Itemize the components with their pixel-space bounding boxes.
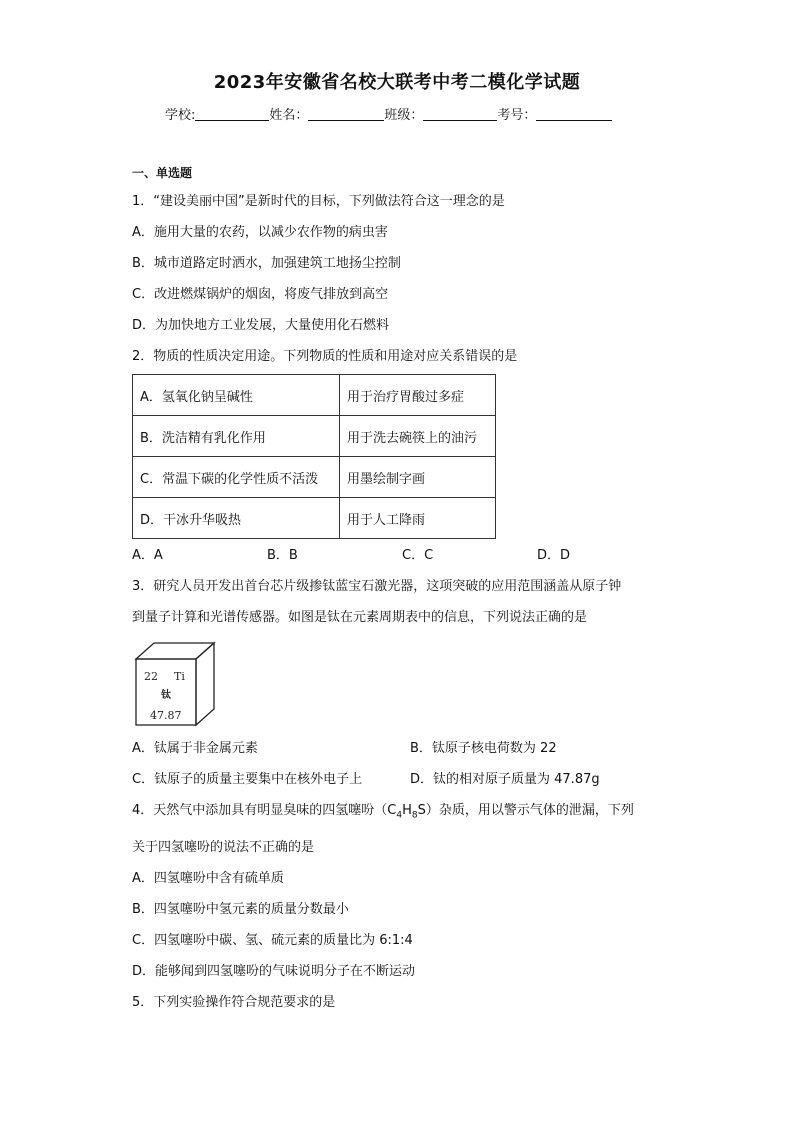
formula-element: H bbox=[402, 803, 412, 818]
name-blank[interactable] bbox=[308, 107, 384, 121]
question-3-option-b: B．钛原子核电荷数为 22 bbox=[410, 741, 557, 756]
question-4-stem-part: S）杂质，用以警示气体的泄漏，下列 bbox=[417, 803, 634, 818]
table-row bbox=[133, 416, 496, 457]
name-label: 姓名： bbox=[269, 108, 309, 123]
question-3-options-row-1 bbox=[132, 733, 672, 764]
question-1 bbox=[132, 186, 672, 341]
question-1-option-c: C．改进燃煤锅炉的烟囱，将废气排放到高空 bbox=[132, 287, 389, 302]
question-3-option-d: D．钛的相对原子质量为 47.87g bbox=[410, 772, 600, 787]
question-4-stem-line-2: 关于四氢噻吩的说法不正确的是 bbox=[132, 839, 315, 855]
question-1-stem: 1．“建设美丽中国”是新时代的目标，下列做法符合这一理念的是 bbox=[132, 194, 505, 209]
table-row bbox=[133, 375, 496, 416]
question-2-options bbox=[132, 541, 672, 571]
question-2-option-a: A．A bbox=[132, 548, 163, 563]
question-4-stem-part: 4．天然气中添加具有明显臭味的四氢噻吩（C bbox=[132, 803, 397, 818]
question-2-option-c: C．C bbox=[402, 548, 434, 563]
table-row bbox=[133, 498, 496, 539]
page-title: 2023年安徽省名校大联考中考二模化学试题 bbox=[213, 72, 581, 93]
number-blank[interactable] bbox=[536, 107, 612, 121]
question-1-option-d: D．为加快地方工业发展，大量使用化石燃料 bbox=[132, 318, 390, 333]
question-2 bbox=[132, 341, 672, 571]
question-1-option-b: B．城市道路定时洒水，加强建筑工地扬尘控制 bbox=[132, 256, 401, 271]
formula-subscript: 8 bbox=[411, 810, 418, 821]
question-4-stem-line-1 bbox=[132, 795, 672, 832]
question-2-table bbox=[132, 374, 496, 539]
cube-side-face bbox=[196, 643, 214, 725]
question-3-options-row-2 bbox=[132, 764, 672, 795]
student-info-line bbox=[165, 104, 645, 123]
table-cell: B．洗洁精有乳化作用 bbox=[133, 416, 340, 457]
question-4 bbox=[132, 795, 672, 987]
class-label: 班级： bbox=[384, 108, 424, 123]
question-4-option-b: B．四氢噻吩中氢元素的质量分数最小 bbox=[132, 901, 349, 917]
question-3-stem-line-2: 到量子计算和光谱传感器。如图是钛在元素周期表中的信息，下列说法正确的是 bbox=[132, 610, 588, 625]
school-blank[interactable] bbox=[195, 107, 269, 121]
question-3-stem-line-1: 3．研究人员开发出首台芯片级掺钛蓝宝石激光器，这项突破的应用范围涵盖从原子钟 bbox=[132, 579, 622, 594]
table-cell: 用于洗去碗筷上的油污 bbox=[340, 416, 496, 457]
table-row bbox=[133, 457, 496, 498]
question-3-option-a: A．钛属于非金属元素 bbox=[132, 741, 258, 756]
question-1-option-a: A．施用大量的农药，以减少农作物的病虫害 bbox=[132, 225, 388, 240]
table-cell: 用墨绘制字画 bbox=[340, 457, 496, 498]
question-2-option-d: D．D bbox=[537, 548, 571, 563]
number-label: 考号： bbox=[497, 108, 537, 123]
table-cell: A．氢氧化钠呈碱性 bbox=[133, 375, 340, 416]
table-cell: C．常温下碳的化学性质不活泼 bbox=[133, 457, 340, 498]
section-heading: 一、单选题 bbox=[132, 166, 193, 180]
cube-top-face bbox=[136, 643, 214, 659]
question-4-option-a: A．四氢噻吩中含有硫单质 bbox=[132, 870, 284, 886]
element-name: 钛 bbox=[161, 690, 171, 701]
question-3-option-c: C．钛原子的质量主要集中在核外电子上 bbox=[132, 772, 363, 787]
school-label: 学校: bbox=[165, 108, 196, 123]
titanium-element-cube bbox=[134, 639, 218, 729]
question-5 bbox=[132, 987, 672, 1018]
element-atomic-mass: 47.87 bbox=[150, 709, 182, 722]
question-3 bbox=[132, 571, 672, 795]
question-5-stem: 5．下列实验操作符合规范要求的是 bbox=[132, 994, 336, 1010]
question-content bbox=[132, 160, 672, 1018]
question-4-option-c: C．四氢噻吩中碳、氢、硫元素的质量比为 6:1:4 bbox=[132, 932, 413, 948]
table-cell: 用于治疗胃酸过多症 bbox=[340, 375, 496, 416]
formula-subscript: 4 bbox=[396, 810, 403, 821]
class-blank[interactable] bbox=[423, 107, 497, 121]
question-4-option-d: D．能够闻到四氢噻吩的气味说明分子在不断运动 bbox=[132, 963, 416, 979]
question-2-stem: 2．物质的性质决定用途。下列物质的性质和用途对应关系错误的是 bbox=[132, 349, 518, 364]
element-atomic-number: 22 bbox=[144, 670, 158, 683]
table-cell: D．干冰升华吸热 bbox=[133, 498, 340, 539]
element-symbol: Ti bbox=[174, 670, 185, 683]
question-2-option-b: B．B bbox=[267, 548, 298, 563]
table-cell: 用于人工降雨 bbox=[340, 498, 496, 539]
